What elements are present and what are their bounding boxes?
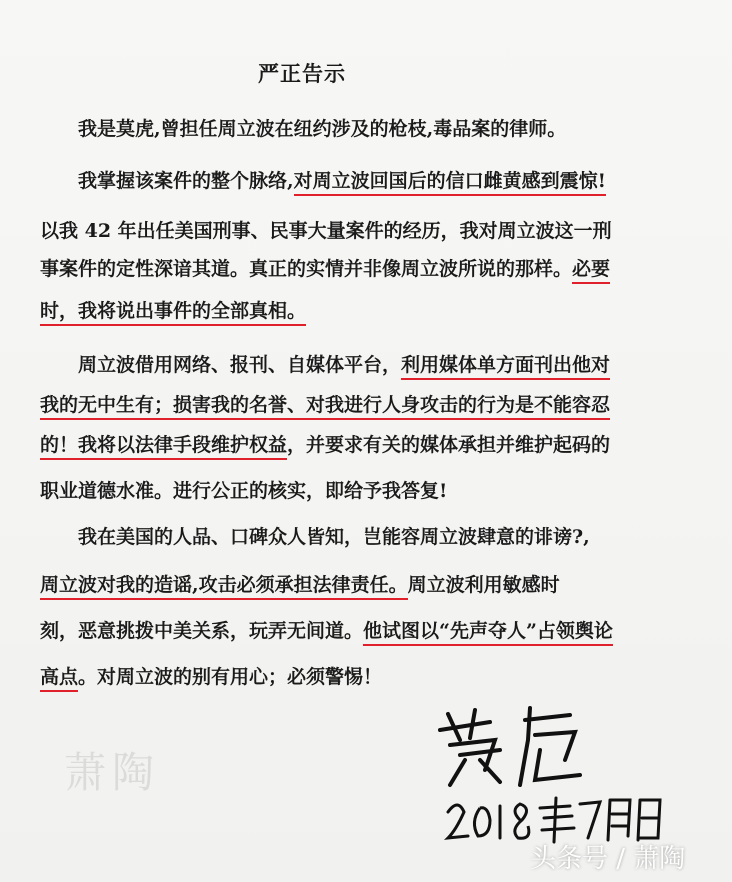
- underlined-text: 我的无中生有；损害我的名誉、对我进行人身攻击的行为是不能容忍: [40, 394, 610, 420]
- body-line: [40, 392, 700, 418]
- body-text: ，并要求有关的媒体承担并维护起码的: [287, 434, 611, 456]
- body-text: 我在美国的人品、口碑众人皆知，岂能容周立波肆意的诽谤?,: [78, 526, 590, 548]
- underlined-text: 他试图以“先声夺人”占领舆论: [363, 620, 613, 646]
- body-text: 职业道德水准。进行公正的核实，即给予我答复!: [40, 480, 448, 502]
- body-line: [78, 168, 732, 194]
- underlined-text: 对周立波回国后的信口雌黄感到震惊!: [294, 170, 606, 196]
- underlined-text: 的！我将以法律手段维护权益: [40, 434, 287, 460]
- body-line: [40, 218, 700, 244]
- toutiao-watermark: 头条号 / 萧陶: [530, 844, 686, 874]
- underlined-text: 必要: [572, 258, 610, 284]
- body-text: 我掌握该案件的整个脉络,: [78, 170, 294, 192]
- body-line: [40, 664, 700, 690]
- body-text: 我是莫虎,曾担任周立波在纽约涉及的枪枝,毒品案的律师。: [78, 118, 567, 140]
- notice-title: 严正告示: [258, 61, 346, 86]
- body-line: [40, 572, 700, 598]
- underlined-text: 时，我将说出事件的全部真相。: [40, 300, 306, 326]
- underlined-text: 利用媒体单方面刊出他对: [401, 354, 610, 380]
- body-line: [40, 432, 700, 458]
- body-text: 。对周立波的别有用心；必须警惕！: [78, 666, 383, 688]
- body-text: 以我 42 年出任美国刑事、民事大量案件的经历，我对周立波这一刑: [40, 220, 612, 242]
- body-text: 周立波利用敏感时: [407, 574, 560, 596]
- body-line: [40, 618, 700, 644]
- body-text: 周立波借用网络、报刊、自媒体平台，: [78, 354, 402, 376]
- faded-watermark: 萧陶: [64, 748, 161, 797]
- body-line: [40, 298, 700, 324]
- underlined-text: 周立波对我的造谣,攻击必须承担法律责任。: [40, 574, 408, 600]
- body-line: [40, 478, 700, 504]
- signature-name: [430, 700, 590, 790]
- underlined-text: 高点: [40, 666, 78, 692]
- body-text: 刻，恶意挑拨中美关系，玩弄无间道。: [40, 620, 364, 642]
- body-line: [40, 256, 700, 282]
- body-line: [78, 352, 732, 378]
- body-line: [78, 524, 732, 550]
- body-text: 事案件的定性深谙其道。真正的实情并非像周立波所说的那样。: [40, 258, 573, 280]
- body-line: [78, 116, 732, 142]
